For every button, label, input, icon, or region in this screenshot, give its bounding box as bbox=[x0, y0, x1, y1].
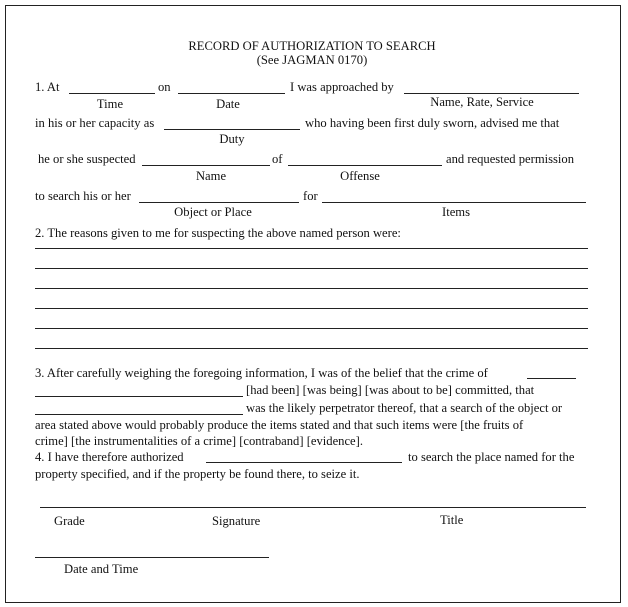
s1-approached: I was approached by bbox=[290, 80, 394, 94]
s2-text: 2. The reasons given to me for suspecting the above named person were: bbox=[35, 226, 401, 240]
signature-line[interactable] bbox=[40, 507, 586, 508]
caption-grade: Grade bbox=[54, 514, 85, 528]
caption-name-rate-service: Name, Rate, Service bbox=[430, 95, 534, 109]
crime-field[interactable] bbox=[527, 378, 576, 379]
caption-time: Time bbox=[96, 97, 124, 111]
s1-suspected: he or she suspected bbox=[38, 152, 136, 166]
suspect-name-field[interactable] bbox=[142, 165, 270, 166]
reasons-line-2[interactable] bbox=[35, 268, 588, 269]
s1-of: of bbox=[272, 152, 283, 166]
caption-date-time: Date and Time bbox=[64, 562, 139, 576]
approached-by-field[interactable] bbox=[404, 93, 579, 94]
reasons-line-5[interactable] bbox=[35, 328, 588, 329]
reasons-line-3[interactable] bbox=[35, 288, 588, 289]
s3-line4: area stated above would probably produce the items stated and that such items were [the fruits of bbox=[35, 418, 524, 432]
s1-on: on bbox=[158, 80, 171, 94]
object-place-field[interactable] bbox=[139, 202, 299, 203]
s3-line2: [had been] [was being] [was about to be] committed, that bbox=[246, 383, 535, 397]
authorized-person-field[interactable] bbox=[206, 462, 402, 463]
s4-line2: property specified, and if the property be found there, to seize it. bbox=[35, 467, 360, 481]
s1-capacity: in his or her capacity as bbox=[35, 116, 155, 130]
caption-name: Name bbox=[195, 169, 227, 183]
caption-date: Date bbox=[216, 97, 240, 111]
crime-field-cont[interactable] bbox=[35, 396, 243, 397]
date-time-line[interactable] bbox=[35, 557, 269, 558]
perpetrator-field[interactable] bbox=[35, 414, 243, 415]
caption-duty: Duty bbox=[219, 132, 245, 146]
items-field[interactable] bbox=[322, 202, 586, 203]
search-authorization-form bbox=[5, 5, 621, 603]
s4-line1b: to search the place named for the bbox=[408, 450, 575, 464]
s1-requested: and requested permission bbox=[446, 152, 575, 166]
s1-lead: 1. At bbox=[35, 80, 60, 94]
s1-for: for bbox=[303, 189, 318, 203]
reasons-line-1[interactable] bbox=[35, 248, 588, 249]
date-field[interactable] bbox=[178, 93, 285, 94]
s3-line3: was the likely perpetrator thereof, that a search of the object or bbox=[246, 401, 563, 415]
s4-line1: 4. I have therefore authorized bbox=[35, 450, 184, 464]
reasons-line-6[interactable] bbox=[35, 348, 588, 349]
caption-items: Items bbox=[442, 205, 470, 219]
s1-sworn: who having been first duly sworn, advised me that bbox=[305, 116, 560, 130]
caption-title: Title bbox=[440, 513, 464, 527]
caption-offense: Offense bbox=[340, 169, 380, 183]
form-title: RECORD OF AUTHORIZATION TO SEARCH bbox=[188, 39, 436, 53]
form-subtitle: (See JAGMAN 0170) bbox=[256, 53, 368, 67]
duty-field[interactable] bbox=[164, 129, 300, 130]
caption-object-place: Object or Place bbox=[174, 205, 252, 219]
time-field[interactable] bbox=[69, 93, 155, 94]
caption-signature: Signature bbox=[212, 514, 261, 528]
offense-field[interactable] bbox=[288, 165, 442, 166]
s1-search: to search his or her bbox=[35, 189, 131, 203]
s3-line5: crime] [the instrumentalities of a crime] [contraband] [evidence]. bbox=[35, 434, 363, 448]
reasons-line-4[interactable] bbox=[35, 308, 588, 309]
s3-line1: 3. After carefully weighing the foregoing information, I was of the belief that the crime of bbox=[35, 366, 488, 380]
